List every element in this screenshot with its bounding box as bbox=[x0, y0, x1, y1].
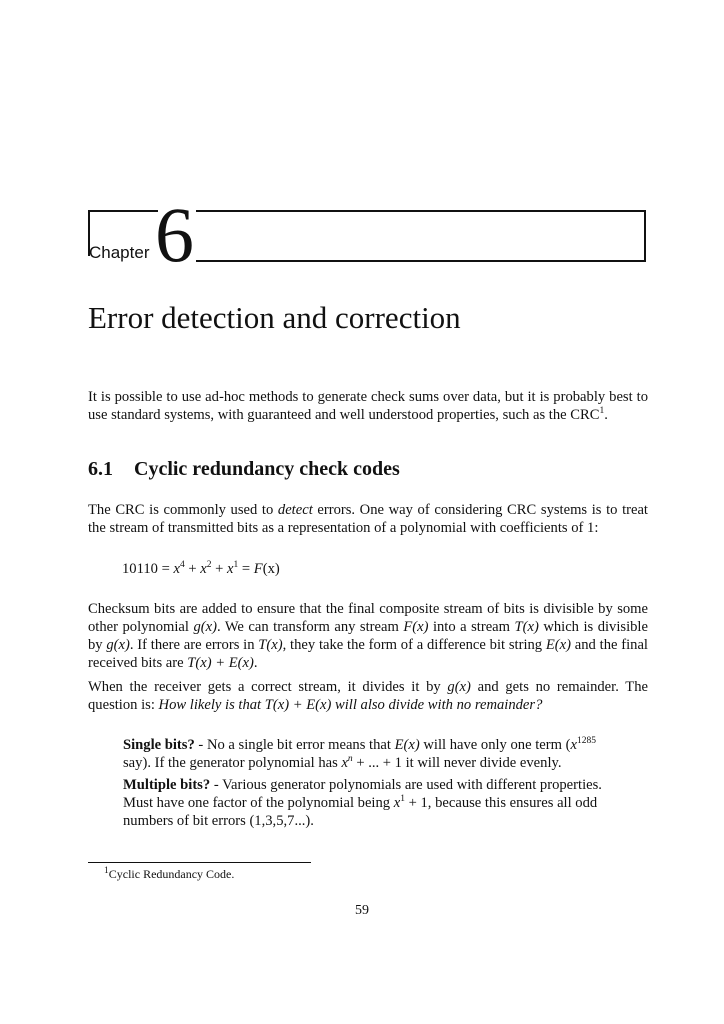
chapter-number: 6 bbox=[155, 191, 194, 278]
emphasis-detect: detect bbox=[277, 502, 313, 518]
crc-intro-paragraph: The CRC is commonly used to detect errors. One way of considering CRC systems is to treat the stream of transmitted bits as a representation of a polynomial with coefficients of 1: bbox=[88, 502, 648, 536]
list-item-multiple-bits: Multiple bits? - Various generator polynomials are used with different properties. Must have one factor of the polynomial being $x^1 + 1$, because this ensures all odd numbers of bit errors (1,3,5,7...). bbox=[123, 777, 602, 829]
list-item-single-bits: Single bits? - No a single bit error means that E(x) will have only one term ($x^{1285}$ say). If the generator polynomial has $x^n$ + ... + 1 it will never divide evenly. bbox=[123, 736, 596, 771]
page-number: 59 bbox=[355, 903, 369, 918]
section-title: Cyclic redundancy check codes bbox=[134, 458, 400, 480]
intro-paragraph: It is possible to use ad-hoc methods to generate check sums over data, but it is probably best to use standard systems, with guaranteed and well understood properties, such as the CRC$^1$. bbox=[88, 389, 648, 423]
chapter-frame-right bbox=[196, 210, 646, 262]
footnote: $^1$Cyclic Redundancy Code. bbox=[104, 866, 235, 881]
section-number: 6.1 bbox=[88, 458, 113, 480]
checksum-paragraph: Checksum bits are added to ensure that the final composite stream of bits is divisible by some other polynomial g(x). We can transform any stream F(x) into a stream T(x) which is divisible by g(x). If there are errors in T(x), they take the form of a difference bit string E(x) and the final received bits are T(x) + E(x). bbox=[88, 601, 648, 671]
item-label: Single bits? bbox=[123, 737, 195, 753]
footnote-rule bbox=[88, 862, 311, 863]
chapter-label: Chapter bbox=[89, 243, 150, 262]
chapter-title: Error detection and correction bbox=[88, 300, 461, 335]
receiver-paragraph: When the receiver gets a correct stream, it divides it by g(x) and gets no remainder. The question is: How likely is that T(x) + E(x) will also divide with no remainder? bbox=[88, 679, 648, 713]
polynomial-equation: $10110 = x^4 + x^2 + x^1 = F(x)$ bbox=[122, 560, 280, 577]
footnote-ref[interactable]: 1 bbox=[599, 406, 605, 417]
section-heading bbox=[88, 456, 400, 482]
item-label: Multiple bits? bbox=[123, 777, 211, 793]
